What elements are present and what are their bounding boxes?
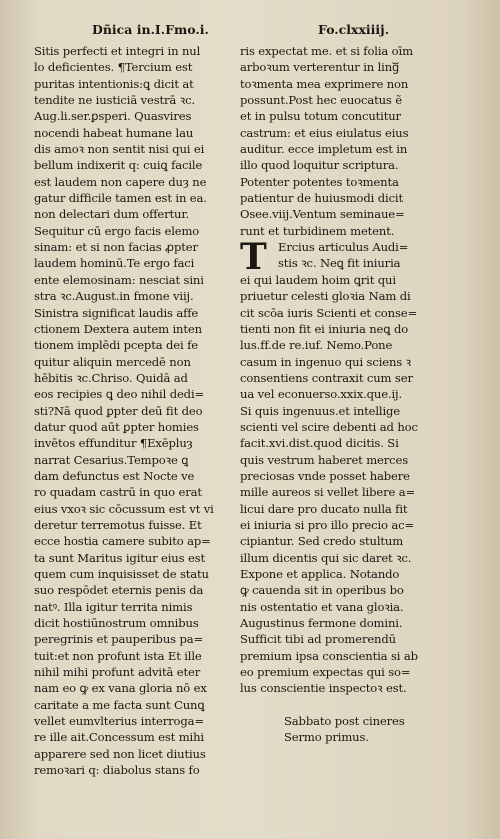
text-line: ecce hostia camere subito ap= xyxy=(34,534,211,549)
text-line: cipiantur. Sed credo stultum xyxy=(240,534,404,549)
right-column-top-text xyxy=(240,43,470,239)
text-line: quis vestrum haberet merces xyxy=(240,452,408,467)
text-line: natꝰ. Illa igitur territa nimis xyxy=(34,599,193,614)
text-line: eius vxoꝛ sic cōcussum est vt vi xyxy=(34,501,214,516)
text-line: ei qui laudem hoim ꝗrit qui xyxy=(240,272,396,287)
initial-letter: T xyxy=(240,236,267,279)
text-line: nocendi habeat humane lau xyxy=(34,125,194,140)
heading-line: Sermo primus. xyxy=(284,730,369,745)
text-line: dis amoꝛ non sentit nisi qui ei xyxy=(34,142,205,157)
text-line: lus.ff.de re.iuf. Nemo.Pone xyxy=(240,338,393,353)
text-line: quitur aliquin mercedē non xyxy=(34,354,191,369)
text-line: bellum indixerit q: cuiꝗ facile xyxy=(34,158,203,173)
text-line: stis ꝛc. Neꝗ fit iniuria xyxy=(278,256,401,271)
text-line: premium ipsa conscientia si ab xyxy=(240,648,418,663)
spacer xyxy=(240,697,470,713)
text-line: datur quod aūt ꝑpter homies xyxy=(34,419,199,434)
text-line: stra ꝛc.August.in fmone viij. xyxy=(34,289,194,304)
text-line: possunt.Post hec euocatus ẽ xyxy=(240,93,402,108)
text-line: scienti vel scire debenti ad hoc xyxy=(240,419,418,434)
heading-line: Sabbato post cineres xyxy=(284,714,405,729)
text-line: tendite ne iusticiā vestrā ꝛc. xyxy=(34,93,195,108)
text-line: Expone et applica. Notando xyxy=(240,567,400,581)
section-start xyxy=(240,236,470,279)
text-line: sti?Nā quod ꝑpter deū fit deo xyxy=(34,403,203,418)
text-line: casum in ingenuo qui sciens ꝛ xyxy=(240,354,411,369)
folio-number: Fo.clxxiiij. xyxy=(318,22,390,37)
text-line: ta sunt Maritus igitur eius est xyxy=(34,550,205,565)
text-line: Sequitur cū ergo facis elemo xyxy=(34,223,200,238)
text-line: hēbitis ꝛc.Chriso. Quidā ad xyxy=(34,370,188,385)
text-line: priuetur celesti gloꝛia Nam di xyxy=(240,289,411,304)
text-line: tionem implēdi pcepta dei fe xyxy=(34,338,198,353)
text-line: eo premium expectas qui so= xyxy=(240,665,411,680)
text-line: facit.xvi.dist.quod dicitis. Si xyxy=(240,436,399,451)
text-line: puritas intentionis:ꝗ dicit at xyxy=(34,76,194,91)
text-line: Sitis perfecti et integri in nul xyxy=(34,44,201,58)
text-line: caritate a me facta sunt Cunꝗ xyxy=(34,697,205,712)
initial-lines xyxy=(240,236,470,279)
text-line: Si quis ingenuus.et intellige xyxy=(240,403,401,418)
running-header xyxy=(0,22,500,42)
text-line: dicit hostiūnostrum omnibus xyxy=(34,616,199,631)
text-line: illum dicentis qui sic daret ꝛc. xyxy=(240,550,412,565)
header-left: Dñica in.I.Fmo.i. xyxy=(92,22,209,37)
text-line: toꝛmenta mea exprimere non xyxy=(240,76,409,91)
text-line: nihil mihi profunt advitā eter xyxy=(34,665,201,680)
text-line: apparere sed non licet diutius xyxy=(34,746,206,761)
text-line: lo deficientes. ¶Tercium est xyxy=(34,60,193,75)
text-line: Sinistra significat laudis affe xyxy=(34,305,199,320)
text-line: ctionem Dextera autem inten xyxy=(34,321,202,336)
section-heading xyxy=(240,713,470,746)
text-line: runt et turbidinem metent. xyxy=(240,223,395,238)
text-line: ris expectat me. et si folia oīm xyxy=(240,44,413,58)
text-line: peregrinis et pauperibus pa= xyxy=(34,632,204,647)
text-line: illo quod loquitur scriptura. xyxy=(240,158,399,173)
text-line: castrum: et eius eiulatus eius xyxy=(240,125,409,140)
text-line: lus conscientie inspectoꝛ est. xyxy=(240,681,407,696)
text-line: gatur difficile tamen est in ea. xyxy=(34,191,207,206)
text-line: auditur. ecce impletum est in xyxy=(240,142,408,157)
text-line: ro quadam castrū in quo erat xyxy=(34,485,202,500)
text-line: invētos effunditur ¶Exēpluȝ xyxy=(34,436,193,451)
text-line: tuit:et non profunt ista Et ille xyxy=(34,648,202,663)
text-line: deretur terremotus fuisse. Et xyxy=(34,517,202,532)
text-line: ꝙ cauenda sit in operibus bo xyxy=(240,583,404,598)
text-line: dam defunctus est Nocte ve xyxy=(34,468,195,483)
text-line: consentiens contraxit cum ser xyxy=(240,370,413,385)
text-line: vellet eumvlterius interroga= xyxy=(34,714,204,729)
text-line: arboꝛum verterentur in lingᷓ xyxy=(240,60,400,75)
text-line: non delectari dum offertur. xyxy=(34,207,190,222)
text-line: cit scōa iuris Scienti et conse= xyxy=(240,305,418,320)
right-column-body-text xyxy=(240,272,470,697)
text-line: laudem hominū.Te ergo faci xyxy=(34,256,195,271)
text-line: quem cum inquisisset de statu xyxy=(34,567,209,581)
text-line: remoꝛari q: diabolus stans fo xyxy=(34,763,200,778)
text-line: tienti non fit ei iniuria neꝗ do xyxy=(240,321,409,336)
text-line: narrat Cesarius.Tempoꝛe ꝗ xyxy=(34,452,189,467)
left-column xyxy=(34,43,234,778)
text-line: ua vel econuerso.xxix.que.ij. xyxy=(240,387,403,402)
text-line: re ille ait.Concessum est mihi xyxy=(34,730,204,745)
text-line: mille aureos si vellet libere a= xyxy=(240,485,416,500)
text-line: Aug.li.ser.ꝑsperi. Quasvires xyxy=(34,109,192,124)
text-line: et in pulsu totum concutitur xyxy=(240,109,401,124)
text-line: eos recipies ꝗ deo nihil dedi= xyxy=(34,387,205,402)
text-line: nis ostentatio et vana gloꝛia. xyxy=(240,599,404,614)
text-line: Potenter potentes toꝛmenta xyxy=(240,174,399,189)
text-line: ei iniuria si pro illo precio ac= xyxy=(240,517,415,532)
text-line: Ercius articulus Audi= xyxy=(278,240,409,255)
text-line: est laudem non capere duȝ ne xyxy=(34,174,207,189)
text-line: licui dare pro ducato nulla fit xyxy=(240,501,408,516)
text-line: Augustinus fermone domini. xyxy=(240,616,403,631)
text-line: ente elemosinam: nesciat sini xyxy=(34,272,204,287)
text-line: nam eo ꝙ ex vana gloria nō ex xyxy=(34,681,207,696)
text-line: Sufficit tibi ad promerendū xyxy=(240,632,396,647)
text-line: sinam: et si non facias ꝓpter xyxy=(34,240,198,255)
right-column xyxy=(240,43,470,746)
text-line: Osee.viij.Ventum seminaue= xyxy=(240,207,405,222)
text-line: patientur de huiusmodi dicit xyxy=(240,191,403,206)
text-line: preciosas vnde posset habere xyxy=(240,468,410,483)
text-line: suo respōdet eternis penis da xyxy=(34,583,204,598)
